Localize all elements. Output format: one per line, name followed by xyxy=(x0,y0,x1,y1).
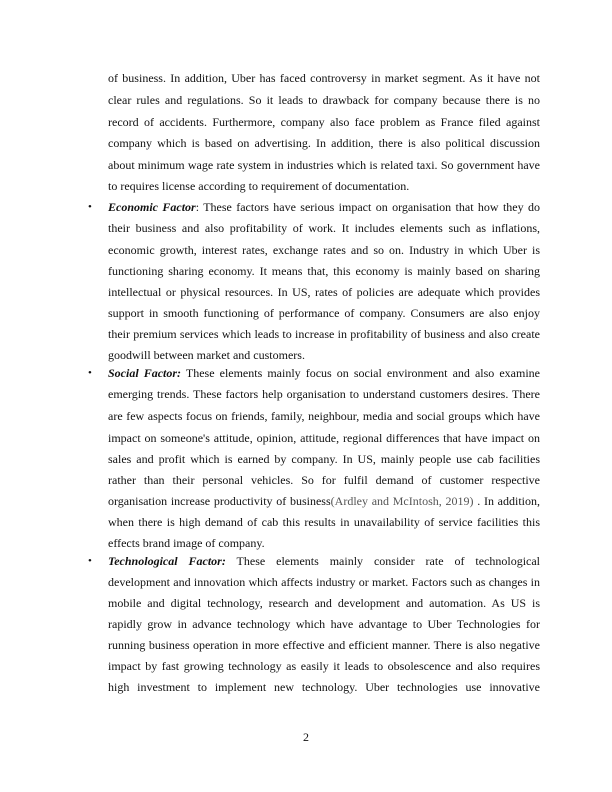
economic-factor-first-line xyxy=(108,199,540,215)
body-line: to requires license according to requirement of documentation. xyxy=(108,179,410,193)
citation-line-text: organisation increase productivity of business xyxy=(108,494,331,508)
body-line: record of accidents. Furthermore, company also face problem as France filed against xyxy=(108,115,540,129)
bullet-marker: • xyxy=(88,367,92,379)
technological-factor-term: Technological Factor: xyxy=(108,554,226,568)
body-line: rather than their personal vehicles. So for fulfil demand of customer respective xyxy=(108,473,540,487)
body-line: goodwill between market and customers. xyxy=(108,348,305,362)
body-line: running business operation in more effective and efficient manner. There is also negative xyxy=(108,638,540,652)
citation: (Ardley and McIntosh, 2019) xyxy=(330,494,474,508)
social-factor-intro: These elements mainly focus on social environment and also examine xyxy=(181,366,540,380)
citation-line-tail: . In addition, xyxy=(473,494,540,508)
body-line: when there is high demand of cab this results in unavailability of service facilities this xyxy=(108,515,540,529)
body-line: about minimum wage rate system in industries which is related taxi. So government have xyxy=(108,158,540,172)
social-factor-term: Social Factor: xyxy=(108,366,182,380)
body-line: impact on someone's attitude, opinion, attitude, regional differences that have impact on xyxy=(108,431,540,445)
economic-factor-intro: : These factors have serious impact on organisation that how they do xyxy=(195,200,540,214)
technological-factor-intro: These elements mainly consider rate of technological xyxy=(225,554,541,568)
bullet-marker: • xyxy=(88,201,92,213)
body-line: their premium services which leads to increase in profitability of business and also create xyxy=(108,327,540,341)
body-line: development and innovation which affects industry or market. Factors such as changes in xyxy=(108,575,540,589)
citation-line xyxy=(108,493,540,509)
body-line: intellectual or physical resources. In US, rates of policies are adequate which provides xyxy=(108,285,540,299)
body-line: are few aspects focus on friends, family, neighbour, media and social groups which have xyxy=(108,409,540,423)
body-line: impact by fast growing technology as easily it leads to obsolescence and also requires xyxy=(108,659,540,673)
body-line: economic growth, interest rates, exchange rates and so on. Industry in which Uber is xyxy=(108,243,540,257)
body-line: their business and also profitability of work. It includes elements such as inflations, xyxy=(108,221,540,235)
technological-factor-first-line xyxy=(108,553,540,569)
body-line: of business. In addition, Uber has faced controversy in market segment. As it have not xyxy=(108,71,540,85)
social-factor-first-line xyxy=(108,365,540,381)
bullet-marker: • xyxy=(88,555,92,567)
body-line: rapidly grow in advance technology which have advantage to Uber Technologies for xyxy=(108,617,540,631)
body-line: support in smooth functioning of performance of company. Consumers are also enjoy xyxy=(108,306,540,320)
body-line: clear rules and regulations. So it leads to drawback for company because there is no xyxy=(108,93,540,107)
page-number: 2 xyxy=(303,730,309,744)
body-line: company which is based on advertising. In addition, there is also political discussion xyxy=(108,136,540,150)
body-line: mobile and digital technology, research and development and automation. As US is xyxy=(108,596,540,610)
body-line: effects brand image of company. xyxy=(108,536,265,550)
body-line: high investment to implement new technology. Uber technologies use innovative xyxy=(108,680,540,694)
body-line: sales and profit which is earned by company. In US, mainly people use cab facilities xyxy=(108,452,540,466)
body-line: emerging trends. These factors help organisation to understand customers desires. There xyxy=(108,387,540,401)
body-line: functioning sharing economy. It means that, this economy is mainly based on sharing xyxy=(108,264,540,278)
economic-factor-term: Economic Factor xyxy=(108,200,196,214)
